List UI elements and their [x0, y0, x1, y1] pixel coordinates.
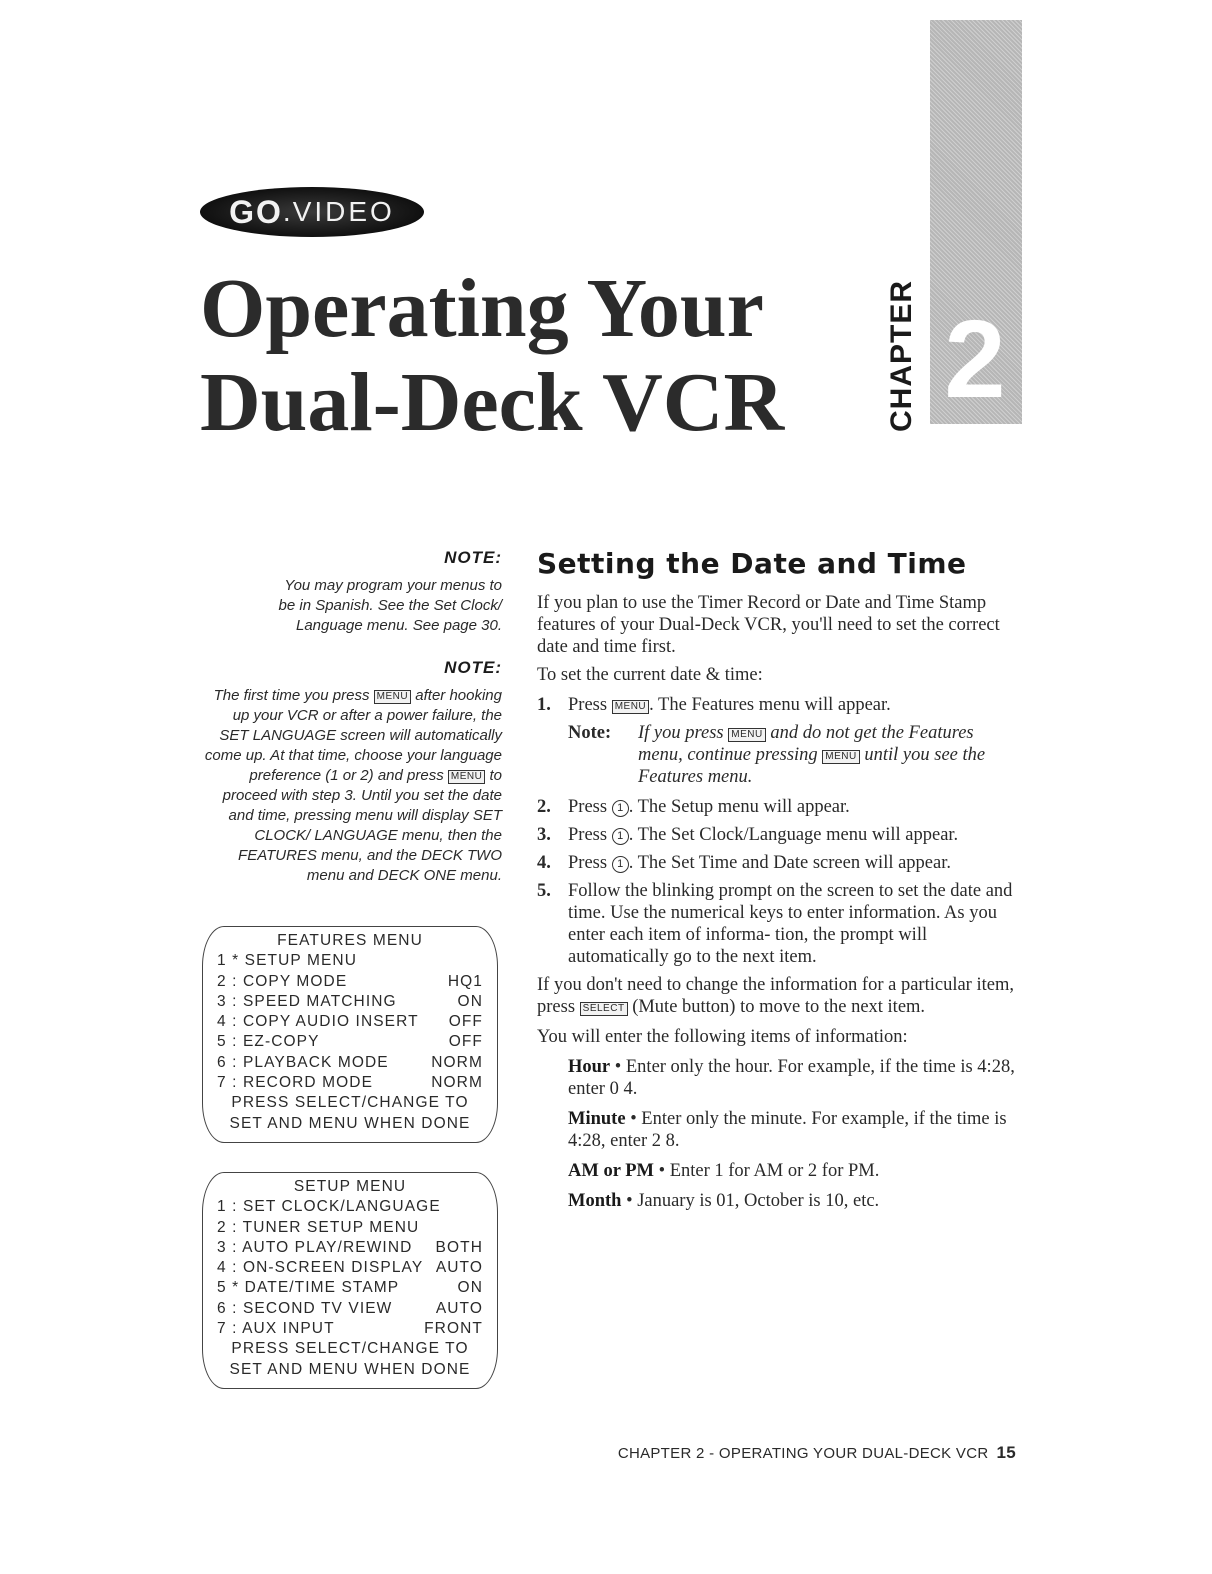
step-5: 5. Follow the blinking prompt on the screen to set the date and time. Use the numerical keys to enter information. As you enter each item of informa- tion, the prompt will automatically go to the next item. — [537, 881, 1013, 967]
menu-row: 5 * DATE/TIME STAMP ON — [217, 1279, 483, 1297]
logo-text-go: GO — [229, 193, 283, 230]
menu-row: 6 : PLAYBACK MODE NORM — [217, 1053, 483, 1071]
item-minute: Minute • Enter only the minute. For example, if the time is 4:28, enter 2 8. — [568, 1109, 1007, 1151]
bullet-icon: • — [614, 1057, 622, 1077]
items-lead: You will enter the following items of information: — [537, 1027, 908, 1047]
menu-row: 7 : RECORD MODE NORM — [217, 1074, 483, 1092]
logo-text-video: VIDEO — [292, 196, 395, 227]
steps-list — [537, 694, 1017, 968]
step-3: 3. Press 1 . The Set Clock/Language menu will appear. — [537, 825, 959, 845]
number-1-key-icon: 1 — [612, 800, 629, 817]
menu-row: 7 : AUX INPUT FRONT — [217, 1320, 483, 1338]
menu-key-icon: MENU — [728, 728, 765, 742]
page-footer — [618, 1443, 1016, 1463]
section-body — [537, 592, 1017, 1220]
note-text: The first time you press MENU after hooking up your VCR or after a power failure, the SET LANGUAGE screen will automatically come up. At that time, choose your language preference (1 or 2) and press MENU to proceed with step 3. Until you set the date and time, pressing menu will display SET CLOCK/ LANGUAGE menu, then the FEATURES menu, and the DECK TWO menu and DECK ONE menu. — [204, 687, 502, 884]
menu-row: 3 : SPEED MATCHING ON — [217, 992, 483, 1010]
screen-title: FEATURES MENU — [277, 932, 423, 949]
step-4: 4. Press 1 . The Set Time and Date screen will appear. — [537, 853, 951, 873]
steps-lead: To set the current date & time: — [537, 665, 763, 685]
menu-key-icon: MENU — [374, 690, 411, 704]
go-video-logo — [200, 187, 424, 237]
chapter-number: 2 — [944, 298, 1006, 421]
note-label: NOTE: — [444, 548, 502, 567]
screen-footer: PRESS SELECT/CHANGE TO — [231, 1094, 469, 1112]
note-text: You may program your menus to be in Spanish. See the Set Clock/ Language menu. See page 30. — [278, 577, 502, 634]
menu-row: 6 : SECOND TV VIEW AUTO — [217, 1299, 483, 1317]
select-key-icon: SELECT — [580, 1002, 628, 1016]
features-menu-screen — [202, 926, 498, 1143]
menu-row: 2 : COPY MODE HQ1 — [217, 972, 483, 990]
menu-key-icon: MENU — [822, 750, 859, 764]
chapter-label: CHAPTER — [885, 279, 919, 433]
sidebar-note-1 — [200, 548, 502, 636]
menu-key-icon: MENU — [448, 770, 485, 784]
title-line-1: Operating Your — [200, 262, 764, 355]
screen-footer: SET AND MENU WHEN DONE — [229, 1360, 471, 1378]
title-line-2: Dual-Deck VCR — [200, 356, 785, 449]
page-title — [200, 262, 820, 450]
bullet-icon: • — [626, 1191, 633, 1211]
menu-row: 4 : ON-SCREEN DISPLAY AUTO — [217, 1259, 483, 1277]
intro-paragraph: If you plan to use the Timer Record or Date and Time Stamp features of your Dual-Deck VCR, you'll need to set the correct date and time first. — [537, 593, 1000, 657]
step-1: 1. Press MENU . The Features menu will appear. Note: If you press MENU and do not get the Features menu, continue pressing MENU until you see the Features menu. — [537, 694, 1017, 788]
skip-paragraph: If you don't need to change the information for a particular item, press SELECT (Mute button) to move to the next item. — [537, 975, 1014, 1017]
item-hour: Hour • Enter only the hour. For example, if the time is 4:28, enter 0 4. — [568, 1057, 1015, 1099]
step-1-note: Note: If you press MENU and do not get the Features menu, continue pressing MENU until you see the Features menu. — [568, 723, 986, 787]
bullet-icon: • — [630, 1109, 637, 1129]
number-1-key-icon: 1 — [612, 828, 629, 845]
screen-footer: SET AND MENU WHEN DONE — [229, 1114, 471, 1132]
note-label: NOTE: — [444, 658, 502, 677]
number-1-key-icon: 1 — [612, 856, 629, 873]
bullet-icon: • — [658, 1161, 666, 1181]
menu-key-icon: MENU — [612, 700, 649, 714]
menu-row: 3 : AUTO PLAY/REWIND BOTH — [217, 1238, 483, 1256]
menu-row: 2 : TUNER SETUP MENU — [217, 1218, 420, 1236]
menu-row: 5 : EZ-COPY OFF — [217, 1033, 483, 1051]
step-2: 2. Press 1 . The Setup menu will appear. — [537, 797, 850, 817]
page-number: 15 — [996, 1443, 1016, 1462]
menu-row: 4 : COPY AUDIO INSERT OFF — [217, 1013, 483, 1031]
menu-row: 1 : SET CLOCK/LANGUAGE — [217, 1198, 441, 1216]
section-heading: Setting the Date and Time — [537, 547, 967, 580]
setup-menu-screen — [202, 1172, 498, 1389]
menu-row: 1 * SETUP MENU — [217, 952, 358, 970]
item-month: Month • January is 01, October is 10, etc. — [568, 1191, 880, 1211]
sidebar-note-2 — [200, 658, 502, 886]
logo-dot: . — [282, 196, 293, 227]
item-am-pm: AM or PM • Enter 1 for AM or 2 for PM. — [568, 1161, 880, 1181]
items-list — [537, 1056, 1017, 1212]
screen-title: SETUP MENU — [293, 1178, 407, 1195]
running-title: CHAPTER 2 - OPERATING YOUR DUAL-DECK VCR — [617, 1445, 989, 1462]
screen-footer: PRESS SELECT/CHANGE TO — [231, 1340, 469, 1358]
